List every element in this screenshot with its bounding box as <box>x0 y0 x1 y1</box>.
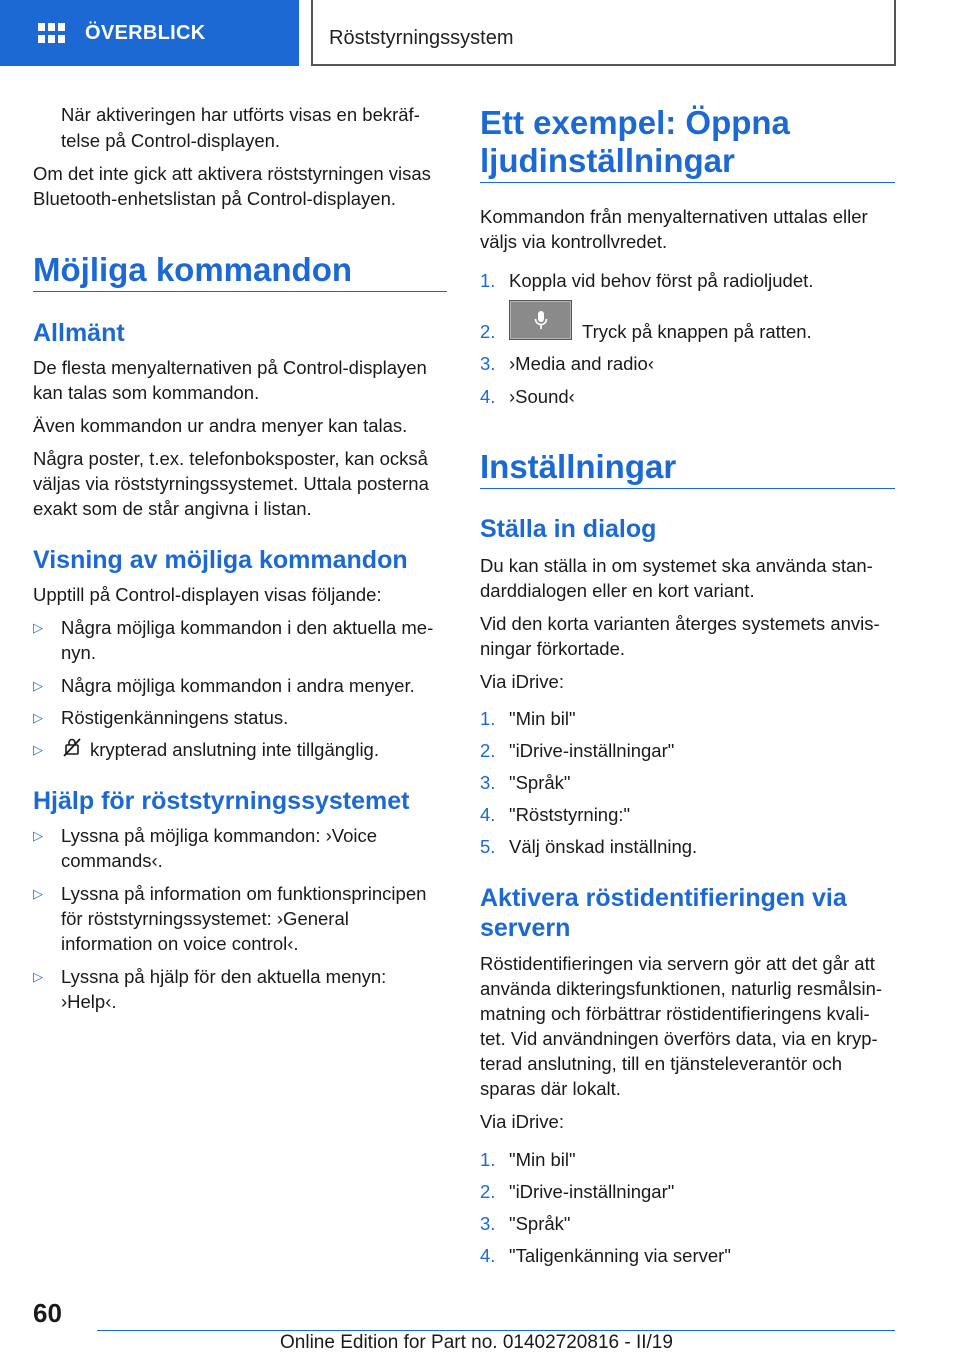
step-text: Koppla vid behov först på radioljudet. <box>509 270 814 291</box>
paragraph-line: väljas via röststyrningssystemet. Uttala posterna <box>33 473 429 494</box>
step-text: "Språk" <box>509 1213 571 1234</box>
heading-aktivera: Aktivera röstidentifieringen via <box>480 884 847 912</box>
step-number: 4. <box>480 804 496 825</box>
step-number: 5. <box>480 836 496 857</box>
bullet-line: information on voice control‹. <box>61 933 299 954</box>
heading-installningar: Inställningar <box>480 448 677 485</box>
heading-mojliga-kommandon: Möjliga kommandon <box>33 251 353 288</box>
step-text: "Min bil" <box>509 1149 576 1170</box>
heading-exempel: ljudinställningar <box>480 142 735 179</box>
paragraph-line: kan talas som kommandon. <box>33 382 260 403</box>
paragraph-line: väljs via kontrollvredet. <box>480 231 668 252</box>
heading-aktivera: servern <box>480 914 571 942</box>
paragraph-line: exakt som de står angivna i listan. <box>33 498 312 519</box>
step-text: "Språk" <box>509 772 571 793</box>
step-text: Tryck på knappen på ratten. <box>582 321 812 342</box>
paragraph-line: sparas där lokalt. <box>480 1078 621 1099</box>
step-number: 3. <box>480 1213 496 1234</box>
voice-button <box>509 300 572 340</box>
page-number: 60 <box>33 1298 62 1328</box>
grid-icon <box>38 22 66 44</box>
paragraph-line: Du kan ställa in om systemet ska använda stan- <box>480 555 873 576</box>
triangle-bullet-icon: ▷ <box>33 620 43 635</box>
bullet-line: commands‹. <box>61 850 163 871</box>
step-number: 2. <box>480 321 496 342</box>
bullet-line: Några möjliga kommandon i andra menyer. <box>61 675 415 696</box>
heading-rule <box>480 488 895 489</box>
paragraph-line: terad anslutning, till en tjänsteleverantör och <box>480 1053 842 1074</box>
overview-tab[interactable] <box>0 0 299 66</box>
step-number: 1. <box>480 708 496 729</box>
paragraph-line: Även kommandon ur andra menyer kan talas. <box>33 415 408 436</box>
paragraph-line: Vid den korta varianten återges systemets anvis- <box>480 613 880 634</box>
triangle-bullet-icon: ▷ <box>33 710 43 725</box>
triangle-bullet-icon: ▷ <box>33 678 43 693</box>
bullet-line: för röststyrningssystemet: ›General <box>61 908 349 929</box>
overview-tab-label: ÖVERBLICK <box>85 21 206 44</box>
paragraph-line: Via iDrive: <box>480 1111 564 1132</box>
step-text: ›Sound‹ <box>509 386 575 407</box>
paragraph-line: tet. Vid användningen överförs data, via en kryp- <box>480 1028 878 1049</box>
step-text: Välj önskad inställning. <box>509 836 698 857</box>
step-text: "iDrive-inställningar" <box>509 1181 675 1202</box>
heading-visning: Visning av möjliga kommandon <box>33 546 408 574</box>
no-encryption-icon <box>61 736 83 758</box>
heading-allmant: Allmänt <box>33 319 125 347</box>
step-text: "iDrive-inställningar" <box>509 740 675 761</box>
bullet-line: Lyssna på information om funktionsprincipen <box>61 883 427 904</box>
heading-hjalp: Hjälp för röststyrningssystemet <box>33 787 410 815</box>
step-number: 4. <box>480 1245 496 1266</box>
footer-rule <box>97 1330 895 1331</box>
edition-note: Online Edition for Part no. 01402720816 - II/19 <box>280 1332 673 1353</box>
bullet-line: ›Help‹. <box>61 991 117 1012</box>
step-text: ›Media and radio‹ <box>509 353 654 374</box>
step-number: 4. <box>480 386 496 407</box>
paragraph-line: ningar förkortade. <box>480 638 626 659</box>
triangle-bullet-icon: ▷ <box>33 886 43 901</box>
paragraph-line: Röstidentifieringen via servern gör att det går att <box>480 953 875 974</box>
bullet-line: Röstigenkänningens status. <box>61 707 289 728</box>
intro-para-line: Om det inte gick att aktivera röststyrningen visas <box>33 163 431 184</box>
step-number: 1. <box>480 1149 496 1170</box>
section-title: Röststyrningssystem <box>329 27 514 49</box>
bullet-line: krypterad anslutning inte tillgänglig. <box>90 739 379 760</box>
microphone-icon <box>534 310 548 332</box>
heading-stalla-in-dialog: Ställa in dialog <box>480 515 657 543</box>
step-text: "Röststyrning:" <box>509 804 631 825</box>
step-number: 2. <box>480 1181 496 1202</box>
triangle-bullet-icon: ▷ <box>33 969 43 984</box>
step-text: "Min bil" <box>509 708 576 729</box>
section-header <box>311 0 896 66</box>
step-number: 3. <box>480 353 496 374</box>
step-number: 1. <box>480 270 496 291</box>
paragraph-line: darddialogen eller en kort variant. <box>480 580 755 601</box>
heading-rule <box>33 291 447 292</box>
triangle-bullet-icon: ▷ <box>33 742 43 757</box>
step-text: "Taligenkänning via server" <box>509 1245 731 1266</box>
bullet-line: Lyssna på hjälp för den aktuella menyn: <box>61 966 387 987</box>
paragraph-line: Via iDrive: <box>480 671 564 692</box>
paragraph-line: Upptill på Control-displayen visas följande: <box>33 584 382 605</box>
heading-rule <box>480 182 895 183</box>
intro-para-line: Bluetooth-enhetslistan på Control-displayen. <box>33 188 397 209</box>
bullet-line: Några möjliga kommandon i den aktuella me- <box>61 617 434 638</box>
paragraph-line: Några poster, t.ex. telefonboksposter, kan också <box>33 448 428 469</box>
step-number: 3. <box>480 772 496 793</box>
bullet-line: nyn. <box>61 642 96 663</box>
paragraph-line: använda dikteringsfunktionen, naturlig resmålsin- <box>480 978 883 999</box>
paragraph-line: matning och förbättrar röstidentifieringens kvali- <box>480 1003 870 1024</box>
intro-line: telse på Control-displayen. <box>61 130 281 151</box>
paragraph-line: Kommandon från menyalternativen uttalas eller <box>480 206 868 227</box>
paragraph-line: De flesta menyalternativen på Control-displayen <box>33 357 427 378</box>
triangle-bullet-icon: ▷ <box>33 828 43 843</box>
heading-exempel: Ett exempel: Öppna <box>480 104 790 141</box>
bullet-line: Lyssna på möjliga kommandon: ›Voice <box>61 825 378 846</box>
step-number: 2. <box>480 740 496 761</box>
intro-line: När aktiveringen har utförts visas en bekräf- <box>61 104 420 125</box>
